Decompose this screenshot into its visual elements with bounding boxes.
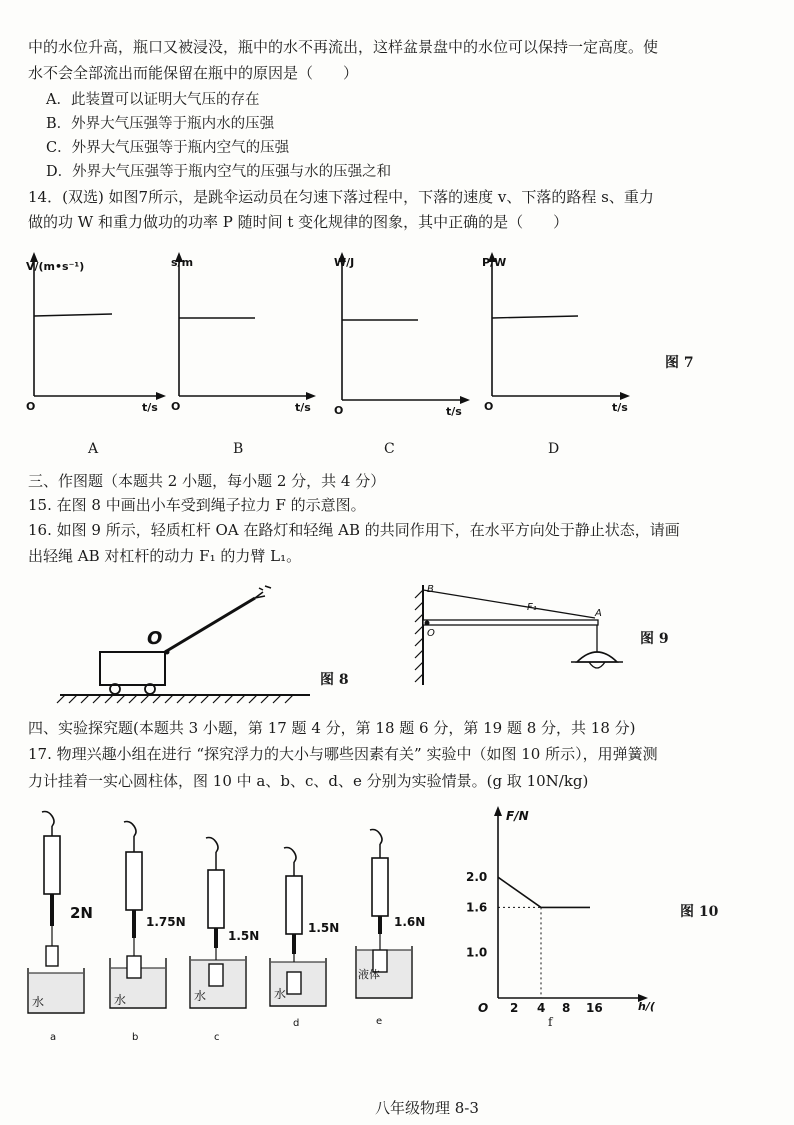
scene-e-reading: 1.6N — [394, 915, 426, 929]
scene-a-letter: a — [50, 1032, 57, 1043]
figure-7-label: 图 7 — [665, 355, 694, 371]
q13-option-d: D．外界大气压强等于瓶内空气的压强与水的压强之和 — [46, 164, 392, 180]
scene-d-liquid: 水 — [274, 987, 287, 1001]
chart-series-line — [498, 877, 590, 907]
q14-line-2: 做的功 W 和重力做功的功率 P 随时间 t 变化规律的图象，其中正确的是（ ） — [28, 213, 569, 231]
fig9-point-o: O — [427, 628, 435, 639]
graph-d-letter: D — [548, 441, 560, 457]
graph-c-origin: O — [334, 404, 344, 417]
scene-c-liquid: 水 — [194, 989, 207, 1003]
graph-a-letter: A — [88, 441, 99, 457]
q14-line-1: 14．(双选) 如图7所示，是跳伞运动员在匀速下落过程中，下落的速度 v、下落的路程 s、重力 — [28, 188, 654, 206]
page-footer: 八年级物理 8-3 — [375, 1099, 479, 1117]
scene-c — [190, 838, 259, 1044]
scene-a — [28, 812, 93, 1044]
graph-a-xlabel: t/s — [142, 401, 158, 414]
scene-b-liquid: 水 — [114, 993, 127, 1007]
figure-10-f-chart — [466, 800, 660, 1035]
chart-y-tick: 1.0 — [466, 945, 488, 960]
scene-e-letter: e — [376, 1016, 383, 1027]
graph-c — [328, 248, 478, 418]
fig9-point-a: A — [595, 608, 602, 619]
figure-9-lever — [405, 580, 640, 690]
figure-10-label: 图 10 — [680, 904, 719, 920]
scene-d — [270, 848, 339, 1030]
fig9-force-f1: F₁ — [527, 602, 537, 613]
q15-text: 15. 在图 8 中画出小车受到绳子拉力 F 的示意图。 — [28, 496, 366, 514]
fig8-point-o: O — [147, 628, 163, 649]
scene-c-letter: c — [214, 1032, 220, 1043]
scene-b-reading: 1.75N — [146, 915, 186, 929]
q16-line-1: 16. 如图 9 所示，轻质杠杆 OA 在路灯和轻绳 AB 的共同作用下，在水平方向处于静止状态，请画 — [28, 521, 680, 539]
q13-line-1: 中的水位升高，瓶口又被浸没，瓶中的水不再流出，这样盆景盘中的水位可以保持一定高度。使 — [28, 38, 659, 56]
chart-xlabel: h/( — [638, 1000, 655, 1013]
figure-8-label: 图 8 — [320, 672, 349, 688]
chart-origin: O — [478, 1001, 489, 1015]
chart-x-tick: 4 — [537, 1001, 546, 1015]
chart-y-tick: 1.6 — [466, 900, 488, 915]
graph-a-ylabel: V/(m•s⁻¹) — [26, 260, 85, 273]
chart-f-letter: f — [548, 1015, 553, 1029]
graph-c-letter: C — [384, 441, 395, 457]
q13-option-b: B．外界大气压强等于瓶内水的压强 — [46, 116, 275, 132]
figure-9-label: 图 9 — [640, 631, 669, 647]
figure-10-scenes — [20, 808, 440, 1043]
scene-e-liquid: 液体 — [358, 968, 380, 981]
chart-y-tick: 2.0 — [466, 870, 488, 885]
graph-d-xlabel: t/s — [612, 401, 628, 414]
fig9-point-b: B — [427, 584, 434, 595]
chart-y-arrow — [494, 806, 502, 816]
q13-option-c: C．外界大气压强等于瓶内空气的压强 — [46, 140, 290, 156]
graph-c-ylabel: W/J — [334, 256, 355, 269]
scene-c-reading: 1.5N — [228, 929, 260, 943]
graph-a — [20, 248, 170, 413]
scene-d-reading: 1.5N — [308, 921, 340, 935]
graph-b-ylabel: s/m — [171, 256, 194, 269]
chart-ylabel: F/N — [506, 809, 529, 823]
scene-a-reading: 2N — [70, 904, 93, 922]
scene-b-letter: b — [132, 1032, 139, 1043]
q13-option-a: A．此装置可以证明大气压的存在 — [46, 92, 260, 108]
scene-b — [110, 822, 186, 1044]
q13-line-2: 水不会全部流出而能保留在瓶中的原因是（ ） — [28, 64, 359, 82]
graph-b — [165, 248, 325, 413]
section-4-heading: 四、实验探究题(本题共 3 小题，第 17 题 4 分，第 18 题 6 分，第 19 题 8 分，共 18 分) — [28, 719, 636, 737]
graph-b-letter: B — [233, 441, 244, 457]
scene-d-letter: d — [293, 1018, 300, 1029]
q17-line-1: 17. 物理兴趣小组在进行 “探究浮力的大小与哪些因素有关” 实验中（如图 10 所示），用弹簧测 — [28, 745, 658, 763]
scene-a-liquid: 水 — [32, 995, 45, 1009]
graph-d-origin: O — [484, 400, 494, 413]
q17-line-2: 力计挂着一实心圆柱体，图 10 中 a、b、c、d、e 分别为实验情景。(g 取 10N/kg) — [28, 772, 589, 790]
graph-c-xlabel: t/s — [446, 405, 462, 418]
q16-line-2: 出轻绳 AB 对杠杆的动力 F₁ 的力臂 L₁。 — [28, 547, 302, 565]
graph-b-origin: O — [171, 400, 181, 413]
scene-e — [356, 830, 425, 1028]
chart-x-tick: 16 — [586, 1001, 603, 1015]
chart-x-tick: 8 — [562, 1001, 571, 1015]
section-3-heading: 三、作图题（本题共 2 小题，每小题 2 分，共 4 分） — [28, 472, 386, 490]
graph-d-ylabel: P/W — [482, 256, 507, 269]
graph-b-xlabel: t/s — [295, 401, 311, 414]
graph-a-origin: O — [26, 400, 36, 413]
chart-x-tick: 2 — [510, 1001, 519, 1015]
graph-d — [478, 248, 638, 413]
figure-8-cart — [55, 580, 315, 705]
